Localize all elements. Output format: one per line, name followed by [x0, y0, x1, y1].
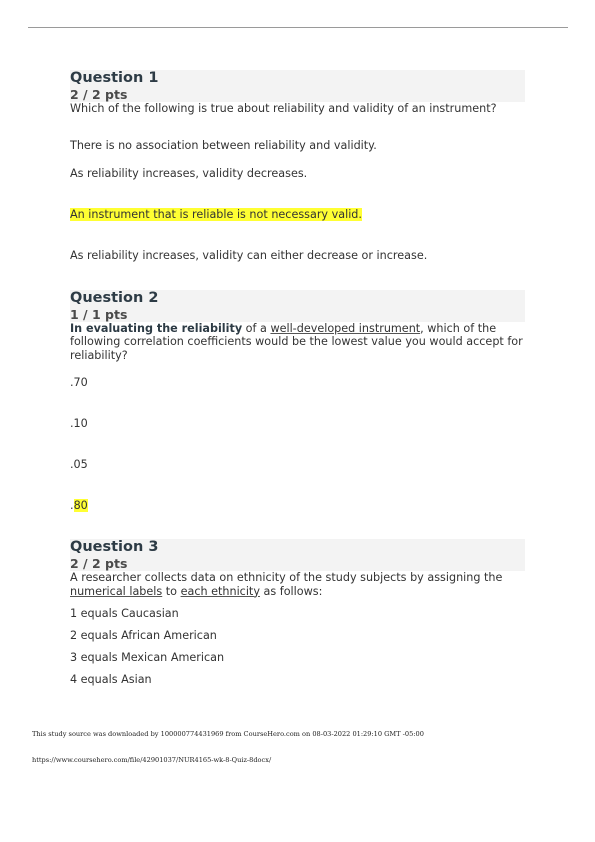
- question-1: [70, 70, 525, 263]
- prompt-text: as follows:: [259, 584, 323, 598]
- prompt-link[interactable]: well-developed instrument: [270, 321, 421, 335]
- answer-text-highlighted: 80: [73, 499, 88, 512]
- prompt-text: to: [162, 584, 181, 598]
- answer-option[interactable]: [70, 458, 525, 472]
- answer-text: As reliability increases, validity can either decrease or increase.: [70, 248, 428, 262]
- list-item: 4 equals Asian: [70, 673, 152, 686]
- answer-text: .05: [70, 458, 88, 471]
- prompt-text: A researcher collects data on ethnicity of the study subjects by assigning the: [70, 571, 503, 584]
- question-prompt: [70, 322, 525, 363]
- answer-text: There is no association between reliability and validity.: [70, 138, 377, 152]
- question-points: 2 / 2 pts: [70, 556, 128, 571]
- top-divider: [28, 27, 568, 28]
- answer-option-correct[interactable]: [70, 208, 525, 222]
- prompt-link[interactable]: each ethnicity: [180, 584, 260, 598]
- question-2: [70, 290, 525, 514]
- answer-option[interactable]: [70, 249, 525, 263]
- question-header: [70, 539, 525, 571]
- answer-text: As reliability increases, validity decreases.: [70, 166, 308, 180]
- question-title: Question 3: [70, 539, 159, 555]
- answer-option[interactable]: [70, 139, 525, 153]
- question-prompt: Which of the following is true about reliability and validity of an instrument?: [70, 102, 497, 115]
- source-url[interactable]: https://www.coursehero.com/file/42901037/NUR4165-wk-8-Quiz-8docx/: [32, 756, 272, 764]
- prompt-bold: In evaluating the reliability: [70, 321, 243, 335]
- question-points: 2 / 2 pts: [70, 87, 128, 102]
- list-item: 2 equals African American: [70, 629, 217, 642]
- quiz-content: [70, 70, 525, 687]
- answer-option[interactable]: [70, 167, 525, 181]
- answer-text: .70: [70, 376, 88, 389]
- answer-option[interactable]: [70, 376, 525, 390]
- question-title: Question 2: [70, 289, 159, 306]
- answer-text-highlighted: An instrument that is reliable is not necessary valid.: [70, 207, 362, 221]
- answer-option-correct[interactable]: [70, 499, 525, 513]
- question-header: [70, 70, 525, 102]
- list-item: 3 equals Mexican American: [70, 651, 225, 664]
- list-item: 1 equals Caucasian: [70, 607, 179, 620]
- question-3: [70, 539, 525, 687]
- prompt-text: , which of the following correlation coefficients would be the lowest value you would accept for reliability?: [70, 321, 523, 362]
- prompt-link[interactable]: numerical labels: [70, 584, 163, 598]
- answer-text: .10: [70, 417, 88, 430]
- question-title: Question 1: [70, 70, 159, 86]
- download-note: This study source was downloaded by 100000774431969 from CourseHero.com on 08-03-2022 01:29:10 GMT -05:00: [32, 730, 424, 738]
- prompt-text: of a: [242, 321, 271, 335]
- answer-option[interactable]: [70, 417, 525, 431]
- question-header: [70, 290, 525, 322]
- question-prompt: [70, 571, 525, 598]
- question-points: 1 / 1 pts: [70, 306, 128, 322]
- answer-prefix: .: [70, 499, 74, 512]
